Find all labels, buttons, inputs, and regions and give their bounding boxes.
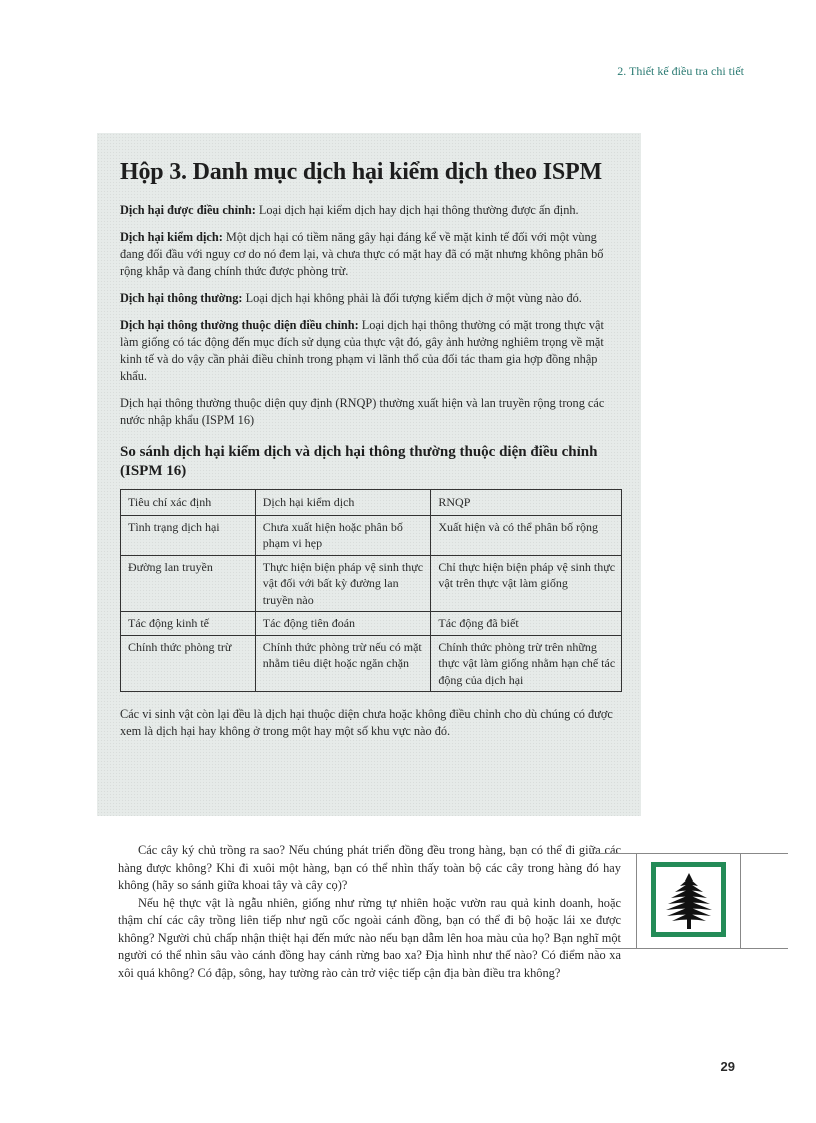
table-cell: Chính thức phòng trừ bbox=[121, 635, 256, 692]
comparison-table-title: So sánh dịch hại kiểm dịch và dịch hại thông thường thuộc diện điều chỉnh (ISPM 16) bbox=[120, 444, 598, 479]
table-cell: Chính thức phòng trừ trên những thực vật làm giống nhằm hạn chế tác động của dịch hại bbox=[431, 635, 622, 692]
table-cell: Đường lan truyền bbox=[121, 555, 256, 612]
table-header-cell: Dịch hại kiểm dịch bbox=[255, 490, 431, 516]
body-paragraph: Các cây ký chủ trồng ra sao? Nếu chúng phát triển đồng đều trong hàng, bạn có thể đi giữa các hàng được không? Khi đi xuôi một hàng, bạn có thể nhìn thấy toàn bộ các cây trong hàng đó hay không (hãy so sánh giữa khoai tây và cây cọ)? bbox=[118, 843, 621, 892]
table-header-cell: RNQP bbox=[431, 490, 622, 516]
definition-term: Dịch hại kiểm dịch: bbox=[120, 230, 223, 244]
definition-common-pest bbox=[120, 290, 619, 307]
closing-note: Các vi sinh vật còn lại đều là dịch hại thuộc diện chưa hoặc không điều chỉnh cho dù chúng có được xem là dịch hại hay không ở trong một hay một số khu vực nào đó. bbox=[120, 707, 613, 738]
table-cell: Tình trạng dịch hại bbox=[121, 515, 256, 555]
rnqp-note: Dịch hại thông thường thuộc diện quy định (RNQP) thường xuất hiện và lan truyền rộng trong các nước nhập khẩu (ISPM 16) bbox=[120, 396, 605, 427]
definition-text: Loại dịch hại thông thường có mặt trong thực vật làm giống có tác động đến mục đích sử dụng của thực vật đó, gây ảnh hưởng nghiêm trọng về mặt kinh tế và do vậy cần phải điều chỉnh trong phạm vi lãnh thổ của đối tác tham gia hợp đồng nhập khẩu. bbox=[120, 318, 604, 383]
table-row bbox=[121, 612, 622, 636]
table-header-cell: Tiêu chí xác định bbox=[121, 490, 256, 516]
body-text bbox=[118, 842, 621, 982]
definition-term: Dịch hại thông thường thuộc diện điều chỉnh: bbox=[120, 318, 359, 332]
definition-regulated-pest bbox=[120, 202, 619, 219]
table-row bbox=[121, 555, 622, 612]
conifer-tree-icon bbox=[651, 862, 726, 937]
page-number: 29 bbox=[720, 1059, 735, 1074]
definition-term: Dịch hại được điều chỉnh: bbox=[120, 203, 256, 217]
info-box bbox=[97, 133, 641, 816]
table-header-row bbox=[121, 490, 622, 516]
margin-rule-left bbox=[636, 853, 637, 948]
table-row bbox=[121, 515, 622, 555]
definition-text: Loại dịch hại kiểm dịch hay dịch hại thông thường được ấn định. bbox=[255, 203, 579, 217]
table-cell: Xuất hiện và có thể phân bố rộng bbox=[431, 515, 622, 555]
conifer-tree-icon-graphic bbox=[662, 871, 716, 931]
margin-rule-top bbox=[595, 853, 788, 854]
definition-text: Một dịch hại có tiềm năng gây hại đáng kể về mặt kinh tế đối với một vùng đang đối đầu với nguy cơ do nó đem lại, và chưa thực có mặt hay đã có mặt nhưng không phân bố rộng khắp và đang chính thức được phòng trừ. bbox=[120, 230, 604, 278]
margin-rule-bottom bbox=[595, 948, 788, 949]
body-paragraph: Nếu hệ thực vật là ngẫu nhiên, giống như rừng tự nhiên hoặc vườn rau quả kinh doanh, hoặc thậm chí các cây trồng liên tiếp như ngũ cốc ngoài cánh đồng, bạn có thể đi bộ hoặc lái xe được không? Người chủ chấp nhận thiệt hại đến mức nào nếu bạn dẫm lên hoa màu của họ? Bạn nghĩ một người có thể nhìn sâu vào cánh đồng hay cánh rừng bao xa? Địa hình như thế nào? Có điểm nào xa xôi quá không? Có đập, sông, hay tường rào cản trở việc tiếp cận địa bàn điều tra không? bbox=[118, 895, 621, 980]
table-cell: Tác động tiên đoán bbox=[255, 612, 431, 636]
definition-term: Dịch hại thông thường: bbox=[120, 291, 243, 305]
definition-text: Loại dịch hại không phải là đối tượng kiểm dịch ở một vùng nào đó. bbox=[242, 291, 582, 305]
box-title: Hộp 3. Danh mục dịch hại kiểm dịch theo ISPM bbox=[120, 159, 602, 185]
table-cell: Thực hiện biện pháp vệ sinh thực vật đối với bất kỳ đường lan truyền nào bbox=[255, 555, 431, 612]
margin-rule-right bbox=[740, 853, 741, 948]
table-cell: Tác động đã biết bbox=[431, 612, 622, 636]
definition-regulated-non-quarantine-pest bbox=[120, 317, 619, 385]
definition-quarantine-pest bbox=[120, 229, 619, 280]
table-row bbox=[121, 635, 622, 692]
table-cell: Chính thức phòng trừ nếu có mặt nhằm tiêu diệt hoặc ngăn chặn bbox=[255, 635, 431, 692]
table-cell: Tác động kinh tế bbox=[121, 612, 256, 636]
table-cell: Chưa xuất hiện hoặc phân bố phạm vi hẹp bbox=[255, 515, 431, 555]
comparison-table bbox=[120, 489, 622, 692]
table-cell: Chỉ thực hiện biện pháp vệ sinh thực vật trên thực vật làm giống bbox=[431, 555, 622, 612]
running-head: 2. Thiết kế điều tra chi tiết bbox=[617, 64, 744, 78]
